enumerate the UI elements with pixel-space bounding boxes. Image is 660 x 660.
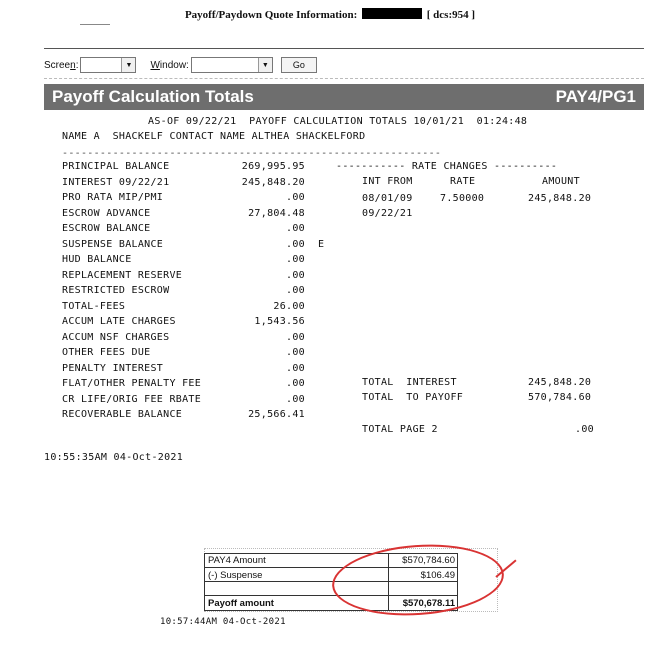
balance-amount: 245,848.20 xyxy=(241,177,305,188)
balance-amount: .00 xyxy=(286,270,305,281)
balance-label: ESCROW ADVANCE xyxy=(62,208,151,219)
title-suffix: [ dcs:954 ] xyxy=(426,9,476,21)
balance-amount: .00 xyxy=(286,332,305,343)
balance-label: PRO RATA MIP/PMI xyxy=(62,192,164,203)
balance-amount: .00 xyxy=(286,254,305,265)
title-prefix: Payoff/Paydown Quote Information: xyxy=(184,9,358,21)
header-short-line xyxy=(80,24,110,25)
banner-code: PAY4/PG1 xyxy=(555,87,636,106)
total-amount: 245,848.20 xyxy=(528,377,592,388)
quote-row-value: $570,678.11 xyxy=(402,598,455,609)
redaction-box xyxy=(362,8,422,19)
balance-amount: .00 xyxy=(286,347,305,358)
rate-col-from: INT FROM xyxy=(362,176,413,187)
balance-amount: .00 xyxy=(286,394,305,405)
screen-select[interactable] xyxy=(80,57,136,73)
balance-label: REPLACEMENT RESERVE xyxy=(62,270,183,281)
rate-col-amount: AMOUNT xyxy=(542,176,580,187)
balance-label: OTHER FEES DUE xyxy=(62,347,151,358)
report-timestamp: 10:55:35AM 04-Oct-2021 xyxy=(44,452,184,463)
name-line: NAME A SHACKELF CONTACT NAME ALTHEA SHACKELFORD xyxy=(62,131,366,142)
quote-row-label: PAY4 Amount xyxy=(208,555,266,566)
dash-separator: ------------------------------------------------------------ xyxy=(62,148,442,159)
balance-label: TOTAL-FEES xyxy=(62,301,126,312)
quote-row-label: Payoff amount xyxy=(208,598,274,609)
balance-amount: 27,804.48 xyxy=(248,208,305,219)
quote-row-value: $106.49 xyxy=(420,570,455,581)
asof-line: AS-OF 09/22/21 PAYOFF CALCULATION TOTALS 10/01/21 01:24:48 xyxy=(148,116,528,127)
rate-row-from: 09/22/21 xyxy=(362,208,413,219)
chevron-down-icon[interactable]: ▼ xyxy=(121,58,135,72)
window-select[interactable] xyxy=(191,57,273,73)
total-label: TOTAL PAGE 2 xyxy=(362,424,438,435)
toolbar xyxy=(44,54,317,76)
rate-changes-header: ----------- RATE CHANGES ---------- xyxy=(336,161,558,172)
screen-banner xyxy=(44,84,644,110)
total-label: TOTAL INTEREST xyxy=(362,377,457,388)
balance-label: SUSPENSE BALANCE xyxy=(62,239,164,250)
rate-col-rate: RATE xyxy=(450,176,476,187)
balance-label: HUD BALANCE xyxy=(62,254,132,265)
balance-amount: 1,543.56 xyxy=(254,316,305,327)
balance-label: FLAT/OTHER PENALTY FEE xyxy=(62,378,202,389)
balance-amount: .00 xyxy=(286,192,305,203)
balance-label: ESCROW BALANCE xyxy=(62,223,151,234)
balance-label: INTEREST 09/22/21 xyxy=(62,177,170,188)
go-button[interactable]: Go xyxy=(281,57,317,73)
banner-title: Payoff Calculation Totals xyxy=(52,87,254,106)
screen-label: Screen: xyxy=(44,59,79,71)
balance-amount: 26.00 xyxy=(273,301,305,312)
total-label: TOTAL TO PAYOFF xyxy=(362,392,464,403)
toolbar-separator xyxy=(44,78,644,79)
balance-amount: .00 xyxy=(286,378,305,389)
balance-label: CR LIFE/ORIG FEE RBATE xyxy=(62,394,202,405)
balance-label: RECOVERABLE BALANCE xyxy=(62,409,183,420)
balance-label: ACCUM NSF CHARGES xyxy=(62,332,170,343)
quote-row-value: $570,784.60 xyxy=(402,555,455,566)
chevron-down-icon[interactable]: ▼ xyxy=(258,58,272,72)
quote-row-label: (-) Suspense xyxy=(208,570,263,581)
balance-amount: .00 xyxy=(286,223,305,234)
balance-amount: .00 xyxy=(286,363,305,374)
balance-amount: 25,566.41 xyxy=(248,409,305,420)
rate-row-amount: 245,848.20 xyxy=(528,193,592,204)
balance-amount: .00 xyxy=(286,285,305,296)
header-rule xyxy=(44,48,644,49)
balance-label: RESTRICTED ESCROW xyxy=(62,285,170,296)
balance-amount: .00 xyxy=(286,239,305,250)
quote-timestamp: 10:57:44AM 04-Oct-2021 xyxy=(160,617,286,627)
rate-row-from: 08/01/09 xyxy=(362,193,413,204)
balance-amount: 269,995.95 xyxy=(241,161,305,172)
balance-flag: E xyxy=(318,239,325,250)
balance-label: PRINCIPAL BALANCE xyxy=(62,161,170,172)
balance-label: PENALTY INTEREST xyxy=(62,363,164,374)
window-label: Window: xyxy=(150,59,189,71)
total-amount: .00 xyxy=(575,424,594,435)
balance-label: ACCUM LATE CHARGES xyxy=(62,316,176,327)
quote-info-title xyxy=(0,8,660,21)
rate-row-rate: 7.50000 xyxy=(440,193,485,204)
total-amount: 570,784.60 xyxy=(528,392,592,403)
